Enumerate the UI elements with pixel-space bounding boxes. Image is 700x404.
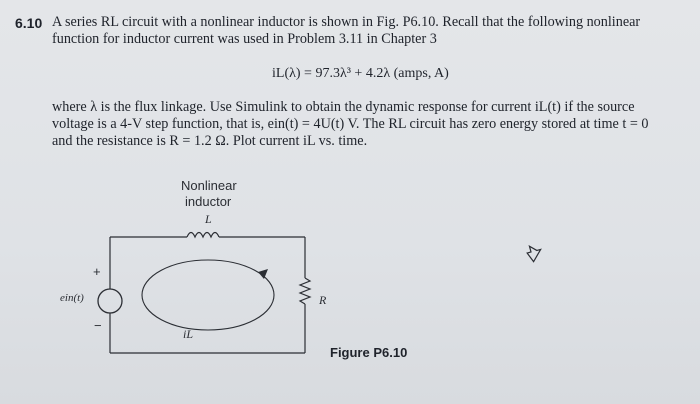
inductor-label-line-2: inductor (185, 194, 232, 209)
inductor-current-equation: iL(λ) = 97.3λ³ + 4.2λ (amps, A) (272, 66, 449, 81)
source-minus-sign: − (94, 318, 102, 333)
inductor-label-line-1: Nonlinear (181, 178, 237, 193)
problem-body-line-3: and the resistance is R = 1.2 Ω. Plot current iL vs. time. (52, 133, 368, 149)
problem-intro-line-1: A series RL circuit with a nonlinear inductor is shown in Fig. P6.10. Recall that the following nonlinear (52, 14, 641, 30)
resistor-symbol-label: R (319, 293, 327, 307)
inductor-coil (187, 233, 219, 238)
current-label: iL (183, 327, 194, 341)
inductor-symbol-label: L (205, 212, 212, 226)
source-plus-sign: + (93, 264, 101, 279)
problem-intro-line-2: function for inductor current was used in Problem 3.11 in Chapter 3 (52, 31, 437, 47)
source-voltage-label: ein(t) (60, 292, 84, 304)
problem-body-line-1: where λ is the flux linkage. Use Simulink to obtain the dynamic response for current iL(t) if the source (52, 99, 635, 115)
voltage-source-circle (98, 289, 122, 313)
problem-number: 6.10 (15, 15, 43, 31)
problem-body-line-2: voltage is a 4-V step function, that is, ein(t) = 4U(t) V. The RL circuit has zero energy stored at time t = 0 (52, 116, 649, 132)
mouse-cursor-icon (526, 244, 544, 263)
current-arrow-head (258, 269, 268, 279)
resistor-zigzag (300, 278, 310, 304)
current-loop-arrow (142, 260, 274, 330)
figure-caption: Figure P6.10 (330, 345, 408, 360)
